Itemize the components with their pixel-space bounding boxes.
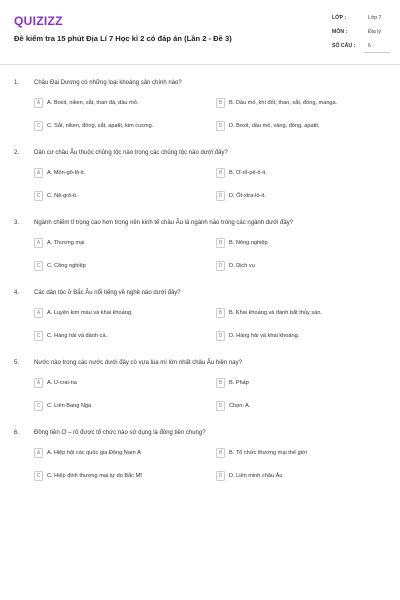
option-a[interactable] [34,98,204,111]
option-letter-box: C [34,261,43,271]
question-number: 1. [14,80,20,86]
option-b[interactable] [216,238,386,251]
option-letter-box: B [216,448,225,458]
question-number: 5. [14,360,20,366]
page-title: Đề kiểm tra 15 phút Địa Lí 7 Học kì 2 có đáp án (Lần 2 - Đề 3) [14,34,232,43]
question-number: 4. [14,290,20,296]
meta-subject-value: Địa lý [368,29,381,35]
question-text: Nước nào trong các nước dưới đây có vựa lúa mì lớn nhất châu Âu hiện nay? [34,360,242,366]
option-c[interactable] [34,401,204,414]
option-c[interactable] [34,331,204,344]
option-text: C. Nê-grô-it. [47,193,78,199]
meta-class-label: LỚP : [332,15,347,21]
meta-class [332,12,392,24]
option-text: B. Tổ chức thương mại thế giới [229,450,307,456]
option-letter-box: B [216,98,225,108]
option-a[interactable] [34,308,204,321]
option-d[interactable] [216,121,386,134]
option-letter-box: A [34,308,43,318]
option-c[interactable] [34,261,204,274]
option-letter-box: A [34,168,43,178]
option-letter-box: B [216,168,225,178]
question-number: 2. [14,150,20,156]
option-letter-box: D [216,331,225,341]
option-a[interactable] [34,168,204,181]
meta-count-label: SỐ CÂU : [332,43,356,49]
question-text: Ngành chiếm tỉ trọng cao hơn trong nền kinh tế châu Âu là ngành nào trong các ngành dưới đây? [34,220,294,226]
option-text: C. Công nghiệp [47,263,86,269]
option-text: B. Pháp [229,380,249,386]
option-c[interactable] [34,191,204,204]
option-text: A. Boxit, niken, sắt, than đá, dầu mỏ. [47,100,139,106]
option-b[interactable] [216,308,386,321]
option-text: A. Hiệp hội các quốc gia Đông Nam Á [47,450,141,456]
option-d[interactable] [216,261,386,274]
option-text: C. Hiệp định thương mại tự do Bắc Mĩ [47,473,142,479]
option-text: A. U-crai-na [47,380,77,386]
option-text: C. Hàng hải và đánh cá. [47,333,108,339]
option-d[interactable] [216,191,386,204]
option-text: B. Khai khoáng và đánh bắt thủy sản. [229,310,322,316]
option-text: A. Môn-gô-lô-it. [47,170,86,176]
option-letter-box: D [216,191,225,201]
option-text: D. Ốt-xtra-lô-it. [229,193,266,199]
option-c[interactable] [34,471,204,484]
option-text: C. Sắt, niken, đồng, sắt, apatit, kim cương. [47,123,154,129]
option-letter-box: A [34,238,43,248]
option-b[interactable] [216,378,386,391]
meta-count [332,40,392,52]
meta-count-value: 6 [364,43,390,53]
option-text: D. Liên minh châu Âu [229,473,283,479]
option-d[interactable] [216,471,386,484]
option-b[interactable] [216,448,386,461]
quizizz-logo[interactable]: QUIZIZZ [14,14,63,28]
header-divider [0,64,400,65]
option-text: B. Nông nghiệp [229,240,268,246]
option-letter-box: C [34,121,43,131]
option-text: D. Boxit, dầu mỏ, vàng, đồng, apatit. [229,123,320,129]
question-text: Các dân tộc ở Bắc Âu nổi tiếng về nghề nào dưới đây? [34,290,181,296]
question-number: 3. [14,220,20,226]
option-letter-box: A [34,378,43,388]
option-letter-box: A [34,98,43,108]
option-text: C. Liên Bang Nga [47,403,92,409]
option-b[interactable] [216,168,386,181]
worksheet-header [14,12,386,64]
question-text: Dân cư châu Âu thuộc chủng tộc nào trong các chủng tộc nào dưới đây? [34,150,228,156]
option-letter-box: D [216,261,225,271]
option-c[interactable] [34,121,204,134]
question-text: Đồng tiền Ơ – rô được tổ chức nào sử dụng là đồng tiền chung? [34,430,206,436]
meta-class-value: Lớp 7 [368,15,382,21]
option-b[interactable] [216,98,386,111]
option-text: B. Dầu mỏ, khí đốt, than, sắt, đồng, manga. [229,100,338,106]
option-a[interactable] [34,448,204,461]
option-text: D. Hàng hải và khai khoáng. [229,333,300,339]
option-a[interactable] [34,238,204,251]
option-d[interactable] [216,401,386,414]
option-d[interactable] [216,331,386,344]
option-text: A. Thương mại [47,240,85,246]
option-letter-box: D [216,471,225,481]
option-text: A. Luyện kim màu và khai khoáng. [47,310,133,316]
meta-subject-label: MÔN : [332,29,348,35]
option-letter-box: C [34,191,43,201]
option-letter-box: C [34,401,43,411]
option-letter-box: B [216,308,225,318]
option-text: D. Dịch vụ [229,263,255,269]
question-number: 6. [14,430,20,436]
option-text: B. Ơ-rô-pê-ô-it. [229,170,267,176]
option-text: Chọn: A. [229,403,251,409]
option-letter-box: D [216,401,225,411]
question-text: Châu Đại Dương có những loại khoáng sản chính nào? [34,80,182,86]
option-letter-box: C [34,471,43,481]
meta-subject [332,26,392,38]
option-letter-box: B [216,378,225,388]
option-letter-box: B [216,238,225,248]
option-letter-box: C [34,331,43,341]
option-letter-box: D [216,121,225,131]
option-a[interactable] [34,378,204,391]
option-letter-box: A [34,448,43,458]
